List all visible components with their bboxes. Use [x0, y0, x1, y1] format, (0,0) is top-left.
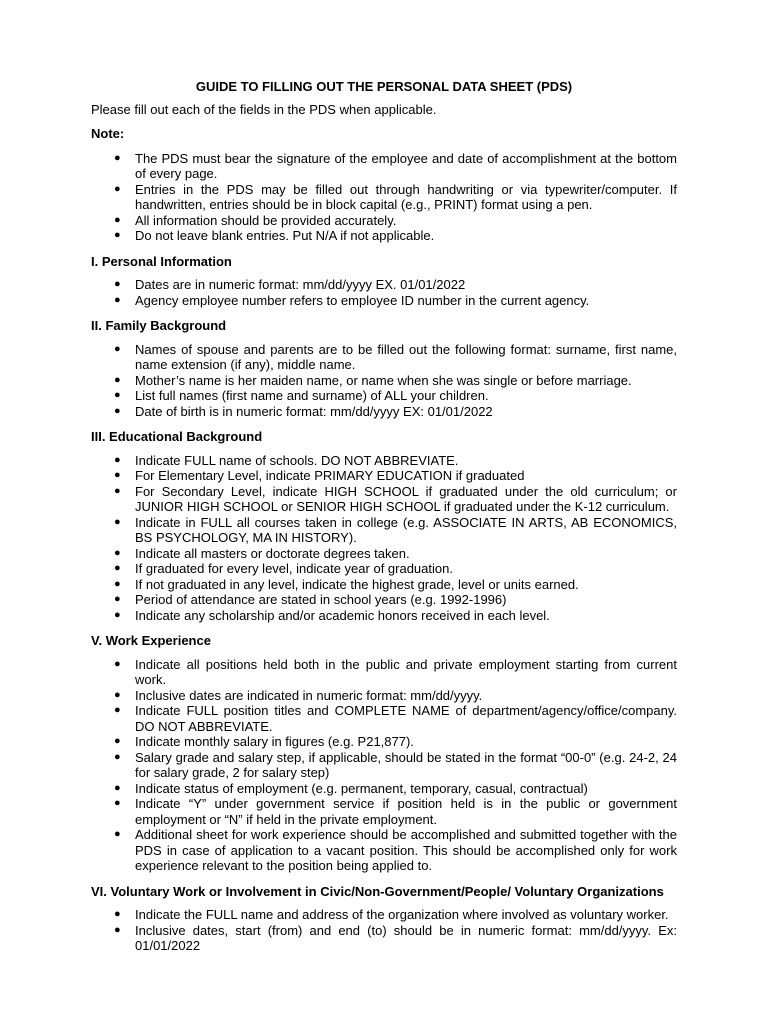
- list-item-text: If graduated for every level, indicate year of graduation.: [135, 561, 453, 576]
- list-item-text: Indicate monthly salary in figures (e.g. P21,877).: [135, 734, 414, 749]
- list-item: [114, 292, 677, 309]
- list-item-text: Dates are in numeric format: mm/dd/yyyy EX. 01/01/2022: [135, 277, 466, 292]
- bullet-icon: ●: [114, 923, 121, 936]
- list-item: [114, 656, 677, 688]
- bullet-icon: ●: [114, 229, 121, 241]
- bullet-icon: ●: [114, 151, 121, 164]
- list-item-text: Indicate FULL position titles and COMPLETE NAME of department/agency/office/company. DO NOT ABBREVIATE.: [135, 703, 677, 734]
- note-item-text: Do not leave blank entries. Put N/A if not applicable.: [135, 228, 435, 243]
- list-item: [114, 796, 677, 827]
- note-item-text: All information should be provided accurately.: [135, 212, 397, 228]
- section-list: [91, 342, 677, 420]
- note-item: [114, 212, 677, 229]
- list-item-text: Indicate all masters or doctorate degrees taken.: [135, 545, 410, 561]
- section-list: [91, 453, 677, 624]
- bullet-icon: ●: [114, 469, 121, 481]
- bullet-icon: ●: [114, 797, 121, 809]
- section-heading: VI. Voluntary Work or Involvement in Civic/Non-Government/People/ Voluntary Organizations: [91, 883, 664, 899]
- bullet-icon: ●: [114, 484, 121, 497]
- list-item: [114, 576, 677, 593]
- list-item: [114, 922, 677, 954]
- list-item: [114, 545, 677, 562]
- list-item: [114, 780, 677, 797]
- note-item-text: The PDS must bear the signature of the employee and date of accomplishment at the bottom of every page.: [135, 150, 677, 181]
- list-item: [114, 592, 677, 608]
- bullet-icon: ●: [114, 389, 121, 401]
- list-item: [114, 277, 677, 293]
- bullet-icon: ●: [114, 373, 121, 386]
- bullet-icon: ●: [114, 182, 121, 195]
- bullet-icon: ●: [114, 278, 121, 290]
- bullet-icon: ●: [114, 735, 121, 747]
- note-item: [114, 150, 677, 182]
- list-item-text: If not graduated in any level, indicate the highest grade, level or units earned.: [135, 576, 579, 592]
- list-item-text: Agency employee number refers to employee ID number in the current agency.: [135, 292, 590, 308]
- bullet-icon: ●: [114, 515, 121, 528]
- bullet-icon: ●: [114, 608, 121, 621]
- bullet-icon: ●: [114, 453, 121, 466]
- section-list: [91, 277, 677, 308]
- list-item-text: List full names (first name and surname) of ALL your children.: [135, 388, 489, 403]
- note-item: [114, 228, 677, 244]
- bullet-icon: ●: [114, 213, 121, 226]
- list-item: [114, 514, 677, 546]
- list-item: [114, 907, 677, 923]
- note-item: [114, 181, 677, 213]
- list-item: [114, 749, 677, 781]
- section-heading: I. Personal Information: [91, 253, 232, 269]
- list-item-text: Additional sheet for work experience should be accomplished and submitted together with the PDS in case of application to a vacant position. This should be accomplished only for work experience relevant to the position being applied to.: [135, 827, 677, 873]
- bullet-icon: ●: [114, 828, 121, 840]
- list-item: [114, 827, 677, 874]
- list-item: [114, 607, 677, 624]
- list-item-text: Inclusive dates are indicated in numeric format: mm/dd/yyyy.: [135, 687, 483, 703]
- bullet-icon: ●: [114, 593, 121, 605]
- list-item-text: Indicate in FULL all courses taken in college (e.g. ASSOCIATE IN ARTS, AB ECONOMICS, BS PSYCHOLOGY, MA IN HISTORY).: [135, 514, 677, 545]
- bullet-icon: ●: [114, 781, 121, 794]
- list-item-text: Period of attendance are stated in school years (e.g. 1992-1996): [135, 592, 507, 607]
- list-item: [114, 687, 677, 704]
- list-item-text: Names of spouse and parents are to be filled out the following format: surname, first name, name extension (if any), middle name.: [135, 341, 677, 372]
- section-list: [91, 657, 677, 874]
- section-personal-information: [91, 254, 677, 309]
- note-item-text: Entries in the PDS may be filled out through handwriting or via typewriter/computer. If handwritten, entries should be in block capital (e.g., PRINT) format using a pen.: [135, 181, 677, 212]
- list-item: [114, 341, 677, 373]
- list-item-text: Date of birth is in numeric format: mm/dd/yyyy EX: 01/01/2022: [135, 403, 493, 419]
- section-heading: II. Family Background: [91, 318, 227, 333]
- document-title: GUIDE TO FILLING OUT THE PERSONAL DATA SHEET (PDS): [195, 79, 573, 94]
- document-page: [91, 79, 677, 964]
- list-item-text: For Secondary Level, indicate HIGH SCHOOL if graduated under the old curriculum; or JUNIOR HIGH SCHOOL or SENIOR HIGH SCHOOL if graduated under the K-12 curriculum.: [135, 483, 677, 514]
- list-item-text: Indicate all positions held both in the public and private employment starting from current work.: [135, 656, 677, 687]
- list-item: [114, 403, 677, 420]
- list-item-text: Indicate FULL name of schools. DO NOT ABBREVIATE.: [135, 452, 459, 468]
- list-item: [114, 561, 677, 577]
- list-item-text: Inclusive dates, start (from) and end (to) should be in numeric format: mm/dd/yyyy. Ex: 01/01/2022: [135, 922, 677, 953]
- section-family-background: [91, 318, 677, 419]
- list-item: [114, 372, 677, 389]
- section-heading: III. Educational Background: [91, 429, 263, 444]
- bullet-icon: ●: [114, 546, 121, 559]
- list-item: [114, 703, 677, 734]
- intro-text: Please fill out each of the fields in the PDS when applicable.: [91, 101, 437, 117]
- list-item-text: Indicate the FULL name and address of the organization where involved as voluntary worker.: [135, 907, 669, 922]
- bullet-icon: ●: [114, 562, 121, 574]
- bullet-icon: ●: [114, 704, 121, 716]
- list-item-text: Salary grade and salary step, if applicable, should be stated in the format “00-0” (e.g. 24-2, 24 for salary grade, 2 for salary step): [135, 749, 677, 780]
- section-work-experience: [91, 633, 677, 874]
- section-voluntary-work: [91, 884, 677, 954]
- list-item: [114, 734, 677, 750]
- list-item: [114, 468, 677, 484]
- note-list: [91, 151, 677, 244]
- section-heading: V. Work Experience: [91, 633, 211, 648]
- list-item-text: Indicate status of employment (e.g. permanent, temporary, casual, contractual): [135, 780, 588, 796]
- bullet-icon: ●: [114, 577, 121, 590]
- bullet-icon: ●: [114, 908, 121, 920]
- list-item-text: For Elementary Level, indicate PRIMARY EDUCATION if graduated: [135, 468, 525, 483]
- list-item: [114, 483, 677, 515]
- list-item: [114, 452, 677, 469]
- list-item-text: Indicate “Y” under government service if position held is in the public or government employment or “N” if held in the private employment.: [135, 796, 677, 827]
- list-item: [114, 388, 677, 404]
- note-label: Note:: [91, 126, 125, 141]
- bullet-icon: ●: [114, 404, 121, 417]
- list-item-text: Mother’s name is her maiden name, or name when she was single or before marriage.: [135, 372, 632, 388]
- bullet-icon: ●: [114, 293, 121, 306]
- section-list: [91, 907, 677, 954]
- section-educational-background: [91, 429, 677, 623]
- bullet-icon: ●: [114, 342, 121, 355]
- bullet-icon: ●: [114, 657, 121, 670]
- bullet-icon: ●: [114, 750, 121, 763]
- bullet-icon: ●: [114, 688, 121, 701]
- list-item-text: Indicate any scholarship and/or academic honors received in each level.: [135, 607, 550, 623]
